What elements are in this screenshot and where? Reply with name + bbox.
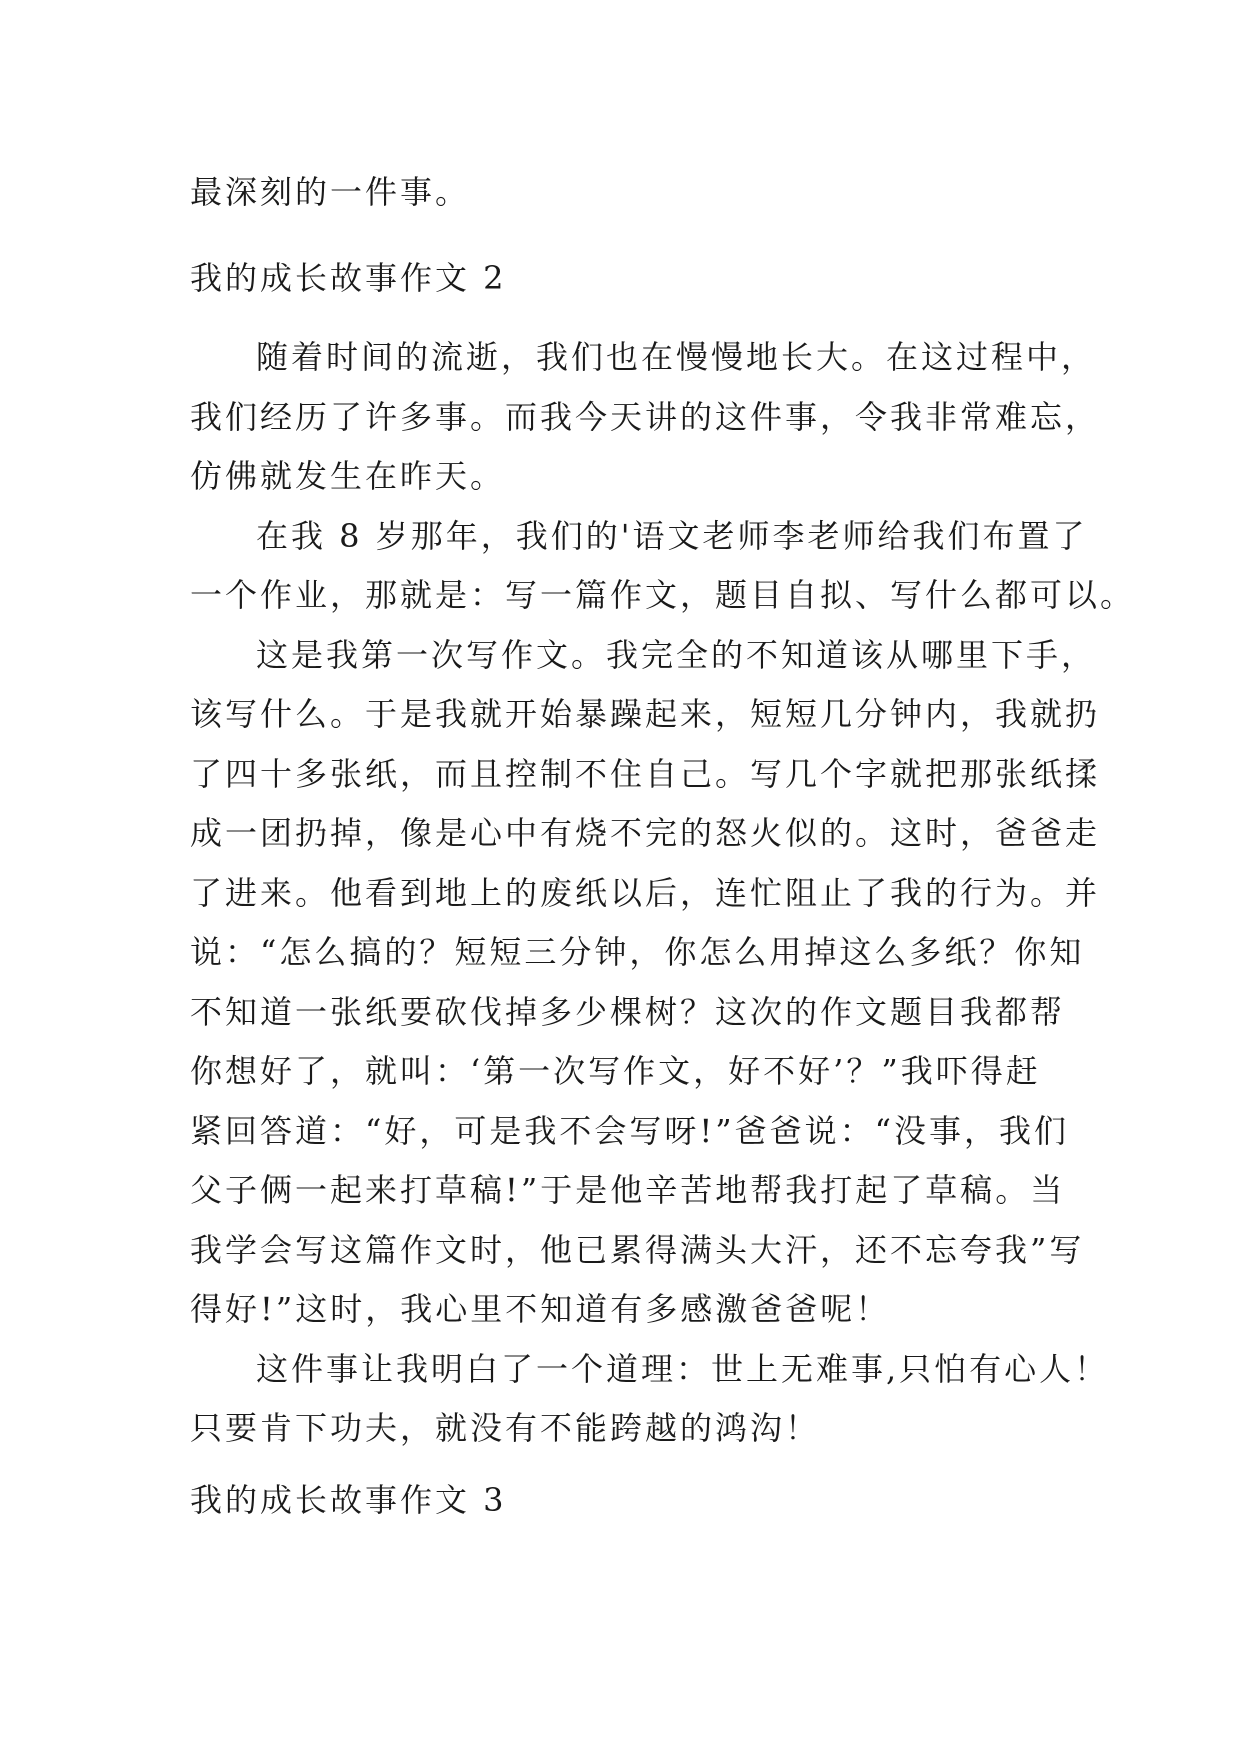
text-line: 最深刻的一件事。 (190, 173, 471, 211)
text-line: 紧回答道：“好，可是我不会写呀!”爸爸说：“没事，我们 (190, 1111, 1069, 1150)
heading-text: 我的成长故事作文 3 (190, 1481, 507, 1519)
text-line: 不知道一张纸要砍伐掉多少棵树？这次的作文题目我都帮 (190, 992, 1066, 1031)
heading-text: 我的成长故事作文 2 (190, 259, 507, 297)
text-line: 得好!”这时，我心里不知道有多感激爸爸呢！ (190, 1290, 891, 1328)
text-line: 在我 8 岁那年，我们的'语文老师李老师给我们布置了 (256, 516, 1088, 555)
previous-essay-ending (190, 162, 1070, 222)
text-line: 这是我第一次写作文。我完全的不知道该从哪里下手， (256, 635, 1097, 674)
text-line: 一个作业，那就是：写一篇作文，题目自拟、写什么都可以。 (190, 576, 1136, 614)
paragraph-2 (190, 507, 1136, 626)
paragraph-1 (190, 328, 1101, 507)
paragraph-3 (190, 626, 1101, 1340)
text-line: 随着时间的流逝，我们也在慢慢地长大。在这过程中， (256, 338, 1097, 376)
text-line: 了进来。他看到地上的废纸以后，连忙阻止了我的行为。并 (190, 873, 1101, 912)
text-line: 我学会写这篇作文时，他已累得满头大汗，还不忘夸我”写 (190, 1230, 1085, 1269)
text-line: 仿佛就发生在昨天。 (190, 457, 506, 495)
text-line: 这件事让我明白了一个道理：世上无难事,只怕有心人！ (256, 1349, 1110, 1388)
text-line: 成一团扔掉，像是心中有烧不完的怒火似的。这时，爸爸走 (190, 814, 1101, 852)
text-line: 说：“怎么搞的？短短三分钟，你怎么用掉这么多纸？你知 (190, 933, 1085, 971)
essay-body-2 (190, 328, 1136, 1459)
text-line: 只要肯下功夫，就没有不能跨越的鸿沟！ (190, 1409, 821, 1447)
essay-heading-2 (190, 248, 1070, 308)
paragraph-4 (190, 1340, 1110, 1459)
essay-heading-3 (190, 1470, 1070, 1530)
text-line: 你想好了，就叫：‘第一次写作文，好不好’？”我吓得赶 (190, 1052, 1041, 1090)
text-line: 我们经历了许多事。而我今天讲的这件事，令我非常难忘， (190, 397, 1101, 436)
text-line: 该写什么。于是我就开始暴躁起来，短短几分钟内，我就扔 (190, 695, 1101, 733)
text-line: 父子俩一起来打草稿!”于是他辛苦地帮我打起了草稿。当 (190, 1171, 1066, 1209)
text-line: 了四十多张纸，而且控制不住自己。写几个字就把那张纸揉 (190, 754, 1101, 793)
